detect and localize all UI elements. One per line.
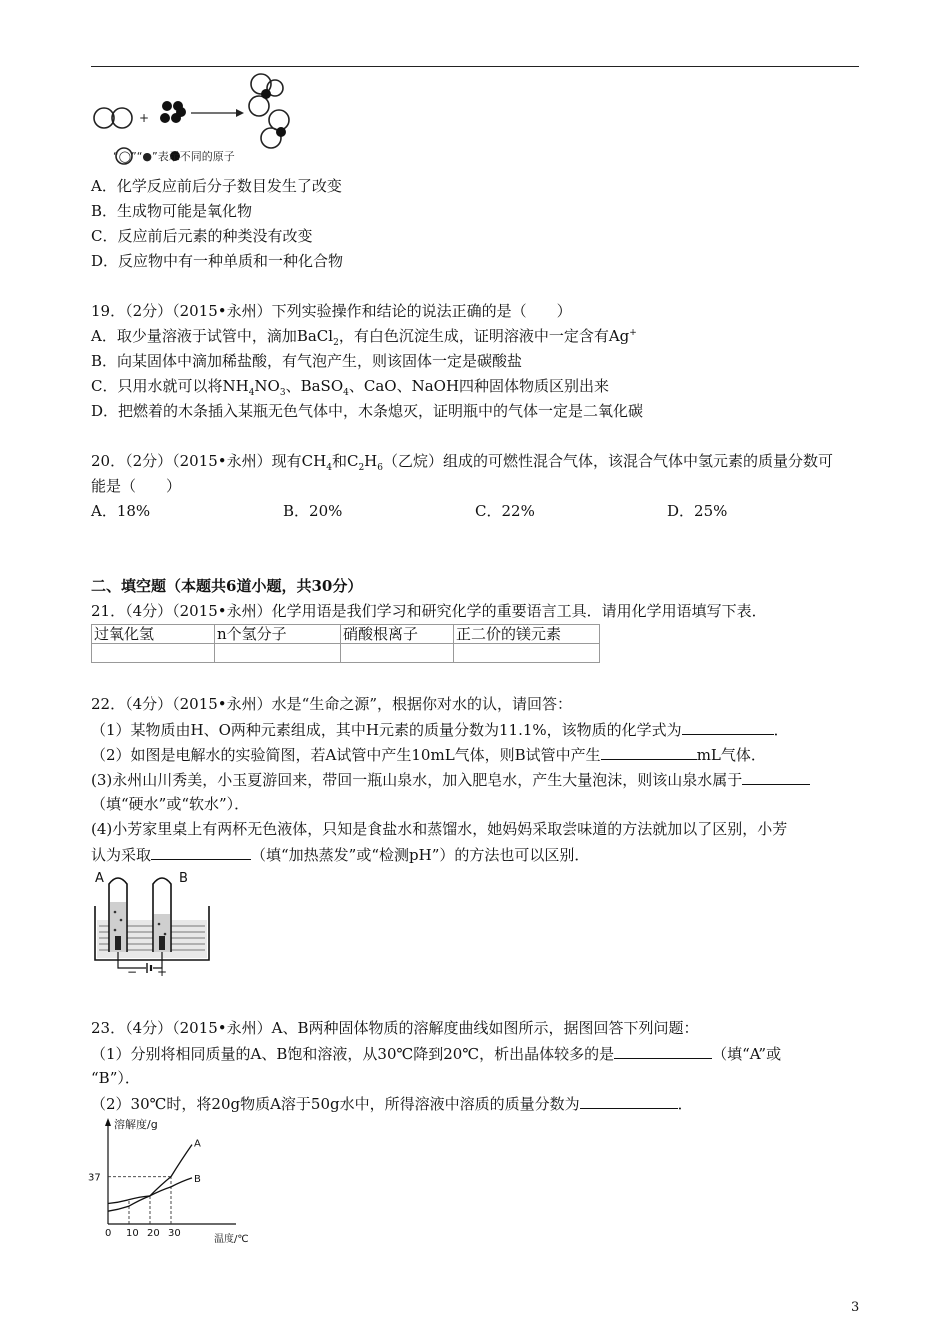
- solubility-chart: [86, 1112, 276, 1244]
- answer-blank[interactable]: [682, 719, 774, 735]
- answer-cell[interactable]: [215, 644, 341, 663]
- q20-option-b: B．20%: [283, 502, 343, 520]
- header-rule: [91, 66, 859, 67]
- table-answer-row: [92, 644, 600, 663]
- answer-cell[interactable]: [454, 644, 600, 663]
- table-header-cell: 正二价的镁元素: [454, 625, 600, 644]
- y-axis-arrow: [105, 1118, 111, 1126]
- q22-stem: 22．（4分）（2015•永州）水是“生命之源”，根据你对水的认，请回答：: [91, 695, 572, 713]
- q23-part1: （1）分别将相同质量的A、B饱和溶液，从30℃降到20℃，析出晶体较多的是 （填“A”或: [91, 1045, 782, 1063]
- answer-blank[interactable]: [151, 844, 251, 860]
- q19-option-c: C．只用水就可以将$NH_4NO_3$、BaSO$_4$、CaO、NaOH四种固体物质区别出来: [91, 377, 610, 398]
- x-tick-label: 30: [168, 1228, 181, 1239]
- q18-option-d: D．反应物中有一种单质和一种化合物: [91, 252, 344, 270]
- answer-cell[interactable]: [92, 644, 215, 663]
- series-label-a: A: [194, 1138, 201, 1150]
- q22-part1: （1）某物质由H、O两种元素组成，其中H元素的质量分数为11.1%，该物质的化学式为 ．: [91, 721, 789, 739]
- q18-option-b: B．生成物可能是氧化物: [91, 202, 253, 220]
- answer-blank[interactable]: [601, 744, 697, 760]
- chart-x-label: 温度/℃: [214, 1234, 249, 1244]
- q20-option-c: C．22%: [475, 502, 535, 520]
- table-header-cell: n个氢分子: [215, 625, 341, 644]
- q21-table: [91, 624, 600, 663]
- battery-minus-label: −: [127, 965, 138, 978]
- q21-stem: 21．（4分）（2015•永州）化学用语是我们学习和研究化学的重要语言工具．请用化学用语填写下表．: [91, 602, 767, 620]
- q22-part4-line2: 认为采取 （填“加热蒸发”或“检测pH”）的方法也可以区别．: [91, 846, 590, 864]
- answer-cell[interactable]: [341, 644, 454, 663]
- q23-stem: 23．（4分）（2015•永州）A、B两种固体物质的溶解度曲线如图所示，据图回答下列问题：: [91, 1019, 699, 1037]
- q22-part3-cont: （填“硬水”或“软水”）．: [91, 795, 250, 813]
- answer-blank[interactable]: [742, 769, 810, 785]
- x-tick-label: 0: [105, 1228, 112, 1239]
- svg-text:+: +: [139, 111, 150, 125]
- table-header-cell: 硝酸根离子: [341, 625, 454, 644]
- answer-blank[interactable]: [614, 1043, 712, 1059]
- q18-option-c: C．反应前后元素的种类没有改变: [91, 227, 313, 245]
- q23-part2: （2）30℃时，将20g物质A溶于50g水中，所得溶液中溶质的质量分数为 ．: [91, 1095, 693, 1113]
- battery-plus-label: +: [157, 965, 168, 978]
- electrolysis-apparatus: [91, 868, 216, 978]
- tube-a-label: A: [95, 871, 104, 886]
- section-2-title: 二、填空题（本题共6道小题，共30分）: [91, 577, 363, 595]
- x-tick-label: 20: [147, 1228, 160, 1239]
- q19-option-a: A．取少量溶液于试管中，滴加BaCl$_2$，有白色沉淀生成，证明溶液中一定含有Ag+: [91, 327, 637, 348]
- y-tick-label: 37: [88, 1172, 101, 1184]
- q22-part2: （2）如图是电解水的实验简图，若A试管中产生10mL气体，则B试管中产生 mL气体．: [91, 746, 766, 764]
- q22-part3: (3)永州山川秀美，小玉夏游回来，带回一瓶山泉水，加入肥皂水，产生大量泡沫，则该山泉水属于: [91, 769, 810, 790]
- page-number: 3: [851, 1300, 860, 1315]
- q20-stem-line1: 20．（2分）（2015•永州）现有$CH_4$和$C_2H_6$（乙烷）组成的可燃性混合气体，该混合气体中氢元素的质量分数可: [91, 452, 834, 473]
- q19-stem: 19．（2分）（2015•永州）下列实验操作和结论的说法正确的是（ ）: [91, 302, 572, 320]
- reaction-diagram: [91, 72, 301, 167]
- q18-option-a: A．化学反应前后分子数目发生了改变: [91, 177, 342, 195]
- q19-option-d: D．把燃着的木条插入某瓶无色气体中，木条熄灭，证明瓶中的气体一定是二氧化碳: [91, 402, 644, 420]
- q20-option-d: D．25%: [667, 502, 728, 520]
- answer-blank[interactable]: [580, 1093, 678, 1109]
- q22-part4-line1: (4)小芳家里桌上有两杯无色液体，只知是食盐水和蒸馏水，她妈妈采取尝味道的方法就加以了区别，小芳: [91, 820, 788, 838]
- q19-option-b: B．向某固体中滴加稀盐酸，有气泡产生，则该固体一定是碳酸盐: [91, 352, 523, 370]
- series-line-b: [108, 1178, 192, 1204]
- series-label-b: B: [194, 1173, 201, 1185]
- q23-part1-cont: “B”）．: [91, 1069, 140, 1087]
- q20-stem-line2: 能是（ ）: [91, 477, 182, 495]
- reaction-legend: “◯”“●”表示不同的原子: [113, 150, 235, 163]
- q20-option-a: A．18%: [91, 502, 151, 520]
- table-header-row: [92, 625, 600, 644]
- tube-b-label: B: [179, 871, 188, 886]
- table-header-cell: 过氧化氢: [92, 625, 215, 644]
- chart-y-label: 溶解度/g: [114, 1118, 158, 1131]
- x-tick-label: 10: [126, 1228, 139, 1239]
